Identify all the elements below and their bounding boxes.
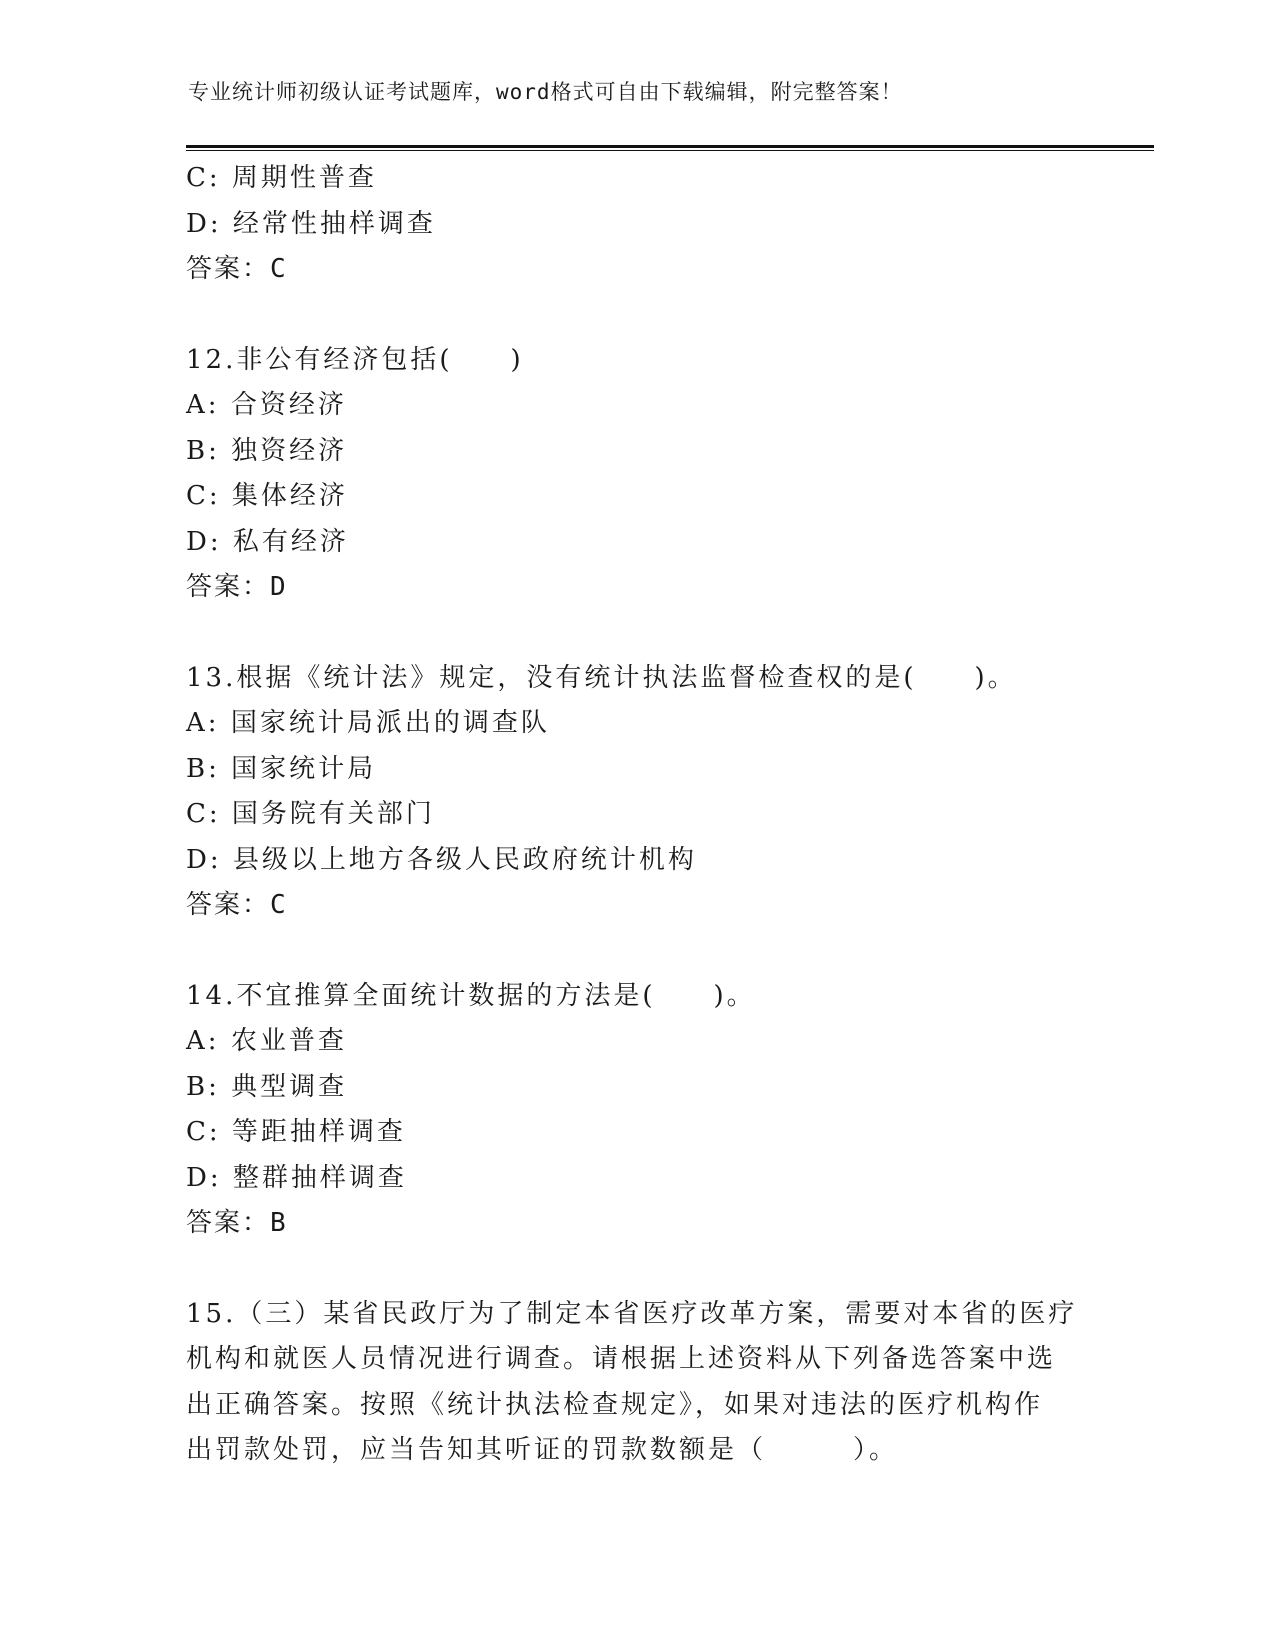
answer-line xyxy=(186,883,1086,929)
question-12 xyxy=(186,338,1086,611)
option-text: 独资经济 xyxy=(231,435,348,466)
option-text: 国家统计局 xyxy=(231,753,377,784)
answer-value: C xyxy=(270,890,288,920)
option-a xyxy=(186,383,1086,429)
option-b xyxy=(186,1065,1086,1111)
spacer xyxy=(186,1247,1086,1292)
answer-line xyxy=(186,247,1086,293)
option-label: D: xyxy=(186,1162,222,1193)
option-text: 合资经济 xyxy=(230,390,347,420)
option-label: D: xyxy=(186,208,222,239)
option-d xyxy=(186,838,1086,884)
option-c xyxy=(186,474,1086,520)
spacer xyxy=(186,293,1086,338)
question-text-line: 15.（三）某省民政厅为了制定本省医疗改革方案，需要对本省的医疗 xyxy=(186,1298,1078,1329)
option-label: D: xyxy=(186,526,222,557)
answer-line xyxy=(186,1201,1086,1247)
option-d xyxy=(186,520,1086,566)
option-label: A: xyxy=(186,390,220,420)
answer-line xyxy=(186,565,1086,611)
question-13 xyxy=(186,656,1086,929)
option-b xyxy=(186,747,1086,793)
answer-label: 答案： xyxy=(186,1208,271,1238)
question-text-line: 出正确答案。按照《统计执法检查规定》，如果对违法的医疗机构作 xyxy=(186,1389,1044,1420)
option-label: B: xyxy=(186,753,220,784)
page-header: 专业统计师初级认证考试题库，word格式可自由下载编辑，附完整答案！ xyxy=(188,80,903,104)
option-text: 国家统计局派出的调查队 xyxy=(230,708,550,738)
option-label: D: xyxy=(186,844,222,875)
answer-label: 答案： xyxy=(186,572,271,602)
option-a xyxy=(186,701,1086,747)
option-text: 经常性抽样调查 xyxy=(232,208,436,239)
option-label: B: xyxy=(186,1071,220,1102)
option-text: 周期性普查 xyxy=(231,163,377,193)
option-label: A: xyxy=(186,1026,220,1056)
question-14 xyxy=(186,974,1086,1247)
spacer xyxy=(186,611,1086,656)
answer-label: 答案： xyxy=(186,254,271,284)
option-label: B: xyxy=(186,435,220,466)
option-label: C: xyxy=(186,481,221,511)
option-d xyxy=(186,202,1086,248)
option-c xyxy=(186,792,1086,838)
question-15 xyxy=(186,1292,1078,1474)
option-text: 县级以上地方各级人民政府统计机构 xyxy=(232,844,697,875)
question-text-line: 出罚款处罚，应当告知其听证的罚款数额是（ ）。 xyxy=(186,1435,899,1465)
header-rule-thick xyxy=(186,145,1154,148)
option-a xyxy=(186,1019,1086,1065)
answer-value: C xyxy=(270,254,288,284)
question-text: 12.非公有经济包括( ) xyxy=(186,344,524,375)
option-text: 整群抽样调查 xyxy=(232,1162,407,1193)
option-text: 私有经济 xyxy=(232,526,349,557)
question-11-tail xyxy=(186,156,1086,293)
option-c xyxy=(186,1110,1086,1156)
option-text: 国务院有关部门 xyxy=(231,799,435,829)
option-d xyxy=(186,1156,1086,1202)
answer-value: D xyxy=(270,572,288,602)
option-text: 农业普查 xyxy=(230,1026,347,1056)
option-text: 集体经济 xyxy=(231,481,348,511)
spacer xyxy=(186,929,1086,974)
option-text: 典型调查 xyxy=(231,1071,348,1102)
option-text: 等距抽样调查 xyxy=(231,1117,406,1147)
question-content xyxy=(186,156,1086,1474)
question-text-line: 机构和就医人员情况进行调查。请根据上述资料从下列备选答案中选 xyxy=(186,1344,1057,1374)
option-label: C: xyxy=(186,1117,221,1147)
option-c xyxy=(186,156,1086,202)
option-label: C: xyxy=(186,163,221,193)
question-text: 13.根据《统计法》规定，没有统计执法监督检查权的是( )。 xyxy=(186,662,1017,693)
option-b xyxy=(186,429,1086,475)
question-text: 14.不宜推算全面统计数据的方法是( )。 xyxy=(186,980,756,1011)
option-label: C: xyxy=(186,799,221,829)
option-label: A: xyxy=(186,708,220,738)
header-rule-thin xyxy=(186,150,1154,151)
answer-value: B xyxy=(270,1208,288,1238)
answer-label: 答案： xyxy=(186,890,271,920)
